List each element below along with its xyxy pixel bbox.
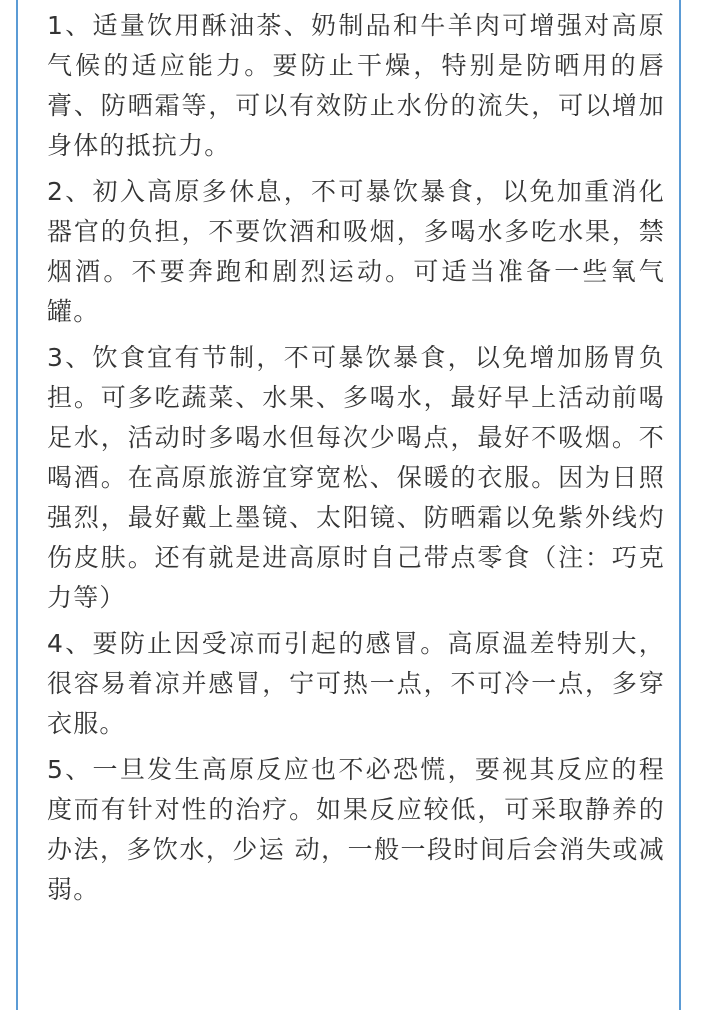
article-body: [47, 6, 665, 916]
paragraph-tip-4: 4、要防止因受凉而引起的感冒。高原温差特别大，很容易着凉并感冒，宁可热一点，不可冷一点，多穿衣服。: [47, 629, 665, 738]
paragraph-tip-3: 3、饮食宜有节制，不可暴饮暴食，以免增加肠胃负担。可多吃蔬菜、水果、多喝水，最好早上活动前喝足水，活动时多喝水但每次少喝点，最好不吸烟。不喝酒。在高原旅游宜穿宽松、保暖的衣服。因为日照强烈，最好戴上墨镜、太阳镜、防晒霜以免紫外线灼伤皮肤。还有就是进高原时自己带点零食（注：巧克力等）: [47, 343, 665, 612]
paragraph-tip-2: 2、初入高原多休息，不可暴饮暴食，以免加重消化器官的负担，不要饮酒和吸烟，多喝水多吃水果，禁烟酒。不要奔跑和剧烈运动。可适当准备一些氧气罐。: [47, 177, 665, 326]
paragraph-tip-1: 1、适量饮用酥油茶、奶制品和牛羊肉可增强对高原气候的适应能力。要防止干燥，特别是防晒用的唇膏、防晒霜等，可以有效防止水份的流失，可以增加身体的抵抗力。: [47, 11, 665, 160]
paragraph-tip-5: 5、一旦发生高原反应也不必恐慌，要视其反应的程度而有针对性的治疗。如果反应较低，可采取静养的办法，多饮水，少运 动，一般一段时间后会消失或减弱。: [47, 755, 665, 904]
